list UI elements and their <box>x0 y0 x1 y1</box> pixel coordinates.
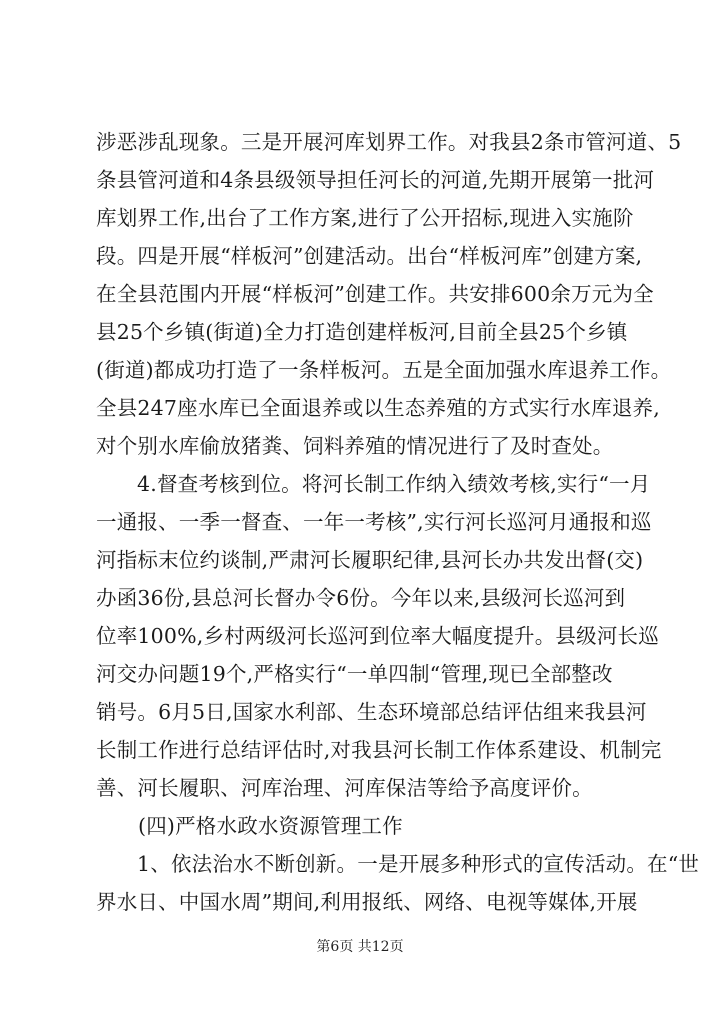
text-line: 全县247座水库已全面退养或以生态养殖的方式实行水库退养, <box>96 396 660 420</box>
text-line: 涉恶涉乱现象。三是开展河库划界工作。对我县2条市管河道、5 <box>96 130 682 154</box>
text-line: 条县管河道和4条县级领导担任河长的河道,先期开展第一批河 <box>96 168 655 192</box>
text-line: 在全县范围内开展“样板河”创建工作。共安排600余万元为全 <box>96 282 654 306</box>
text-line: 对个别水库偷放猪粪、饲料养殖的情况进行了及时查处。 <box>96 434 614 458</box>
text-line: 段。四是开展“样板河”创建活动。出台“样板河库”创建方案, <box>96 244 643 268</box>
text-line: 界水日、中国水周”期间,利用报纸、网络、电视等媒体,开展 <box>96 890 638 914</box>
text-line: 办函36份,县总河长督办令6份。今年以来,县级河长巡河到 <box>96 586 626 610</box>
text-line: 库划界工作,出台了工作方案,进行了公开招标,现进入实施阶 <box>96 206 634 230</box>
text-line: 长制工作进行总结评估时,对我县河长制工作体系建设、机制完 <box>96 738 662 762</box>
paragraph-start-line: 4.督查考核到位。将河长制工作纳入绩效考核,实行“一月 <box>137 472 651 496</box>
paragraph-start-line: 1、依法治水不断创新。一是开展多种形式的宣传活动。在“世 <box>137 852 700 876</box>
section-heading: (四)严格水政水资源管理工作 <box>138 814 403 838</box>
text-line: 河指标末位约谈制,严肃河长履职纪律,县河长办共发出督(交) <box>96 548 644 572</box>
text-line: 位率100%,乡村两级河长巡河到位率大幅度提升。县级河长巡 <box>96 624 659 648</box>
text-line: (街道)都成功打造了一条样板河。五是全面加强水库退养工作。 <box>96 358 672 382</box>
page-number-footer: 第6页 共12页 <box>316 939 404 955</box>
text-line: 河交办问题19个,严格实行“一单四制“管理,现已全部整改 <box>96 662 613 686</box>
text-line: 销号。6月5日,国家水利部、生态环境部总结评估组来我县河 <box>96 700 647 724</box>
text-line: 一通报、一季一督查、一年一考核”,实行河长巡河月通报和巡 <box>96 510 652 534</box>
text-line: 善、河长履职、河库治理、河库保洁等给予高度评价。 <box>96 776 593 800</box>
text-line: 县25个乡镇(街道)全力打造创建样板河,目前全县25个乡镇 <box>96 320 628 344</box>
